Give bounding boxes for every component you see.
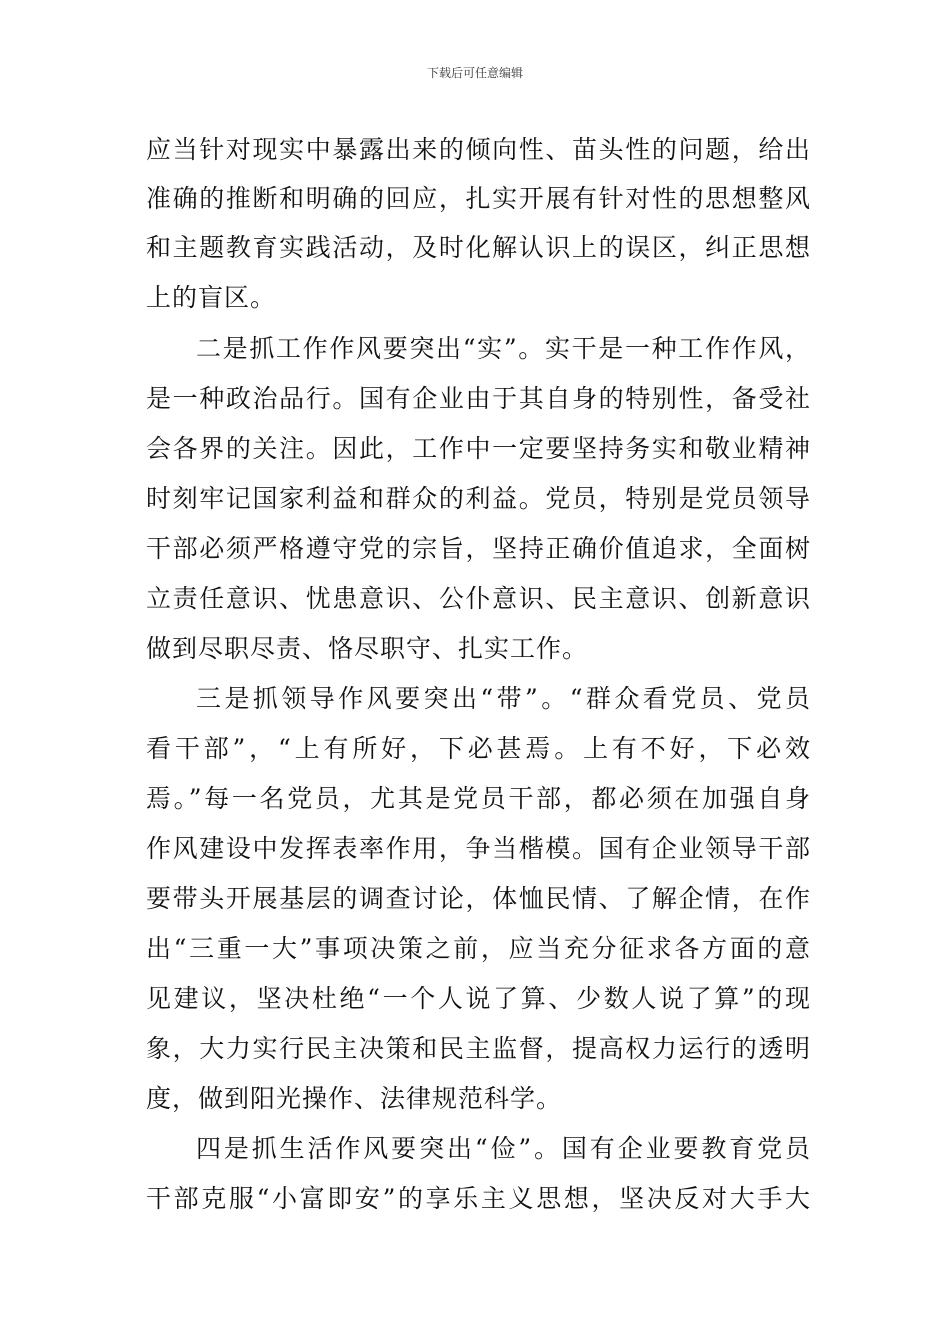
text-line: 要带头开展基层的调查讨论，体恤民情、了解企情，在作 bbox=[146, 884, 811, 913]
text-line: 看干部”，“上有所好，下必甚焉。上有不好，下必效 bbox=[146, 734, 811, 763]
text-line: 应当针对现实中暴露出来的倾向性、苗头性的问题，给出 bbox=[146, 135, 811, 164]
text-line: 度，做到阳光操作、法律规范科学。 bbox=[146, 1084, 563, 1113]
text-line: 上的盲区。 bbox=[146, 283, 277, 312]
text-line: 干部必须严格遵守党的宗旨，坚持正确价值追求，全面树 bbox=[146, 534, 811, 563]
text-line: 立责任意识、忧患意识、公仆意识、民主意识、创新意识 bbox=[146, 584, 811, 613]
text-line: 是一种政治品行。国有企业由于其自身的特别性，备受社 bbox=[146, 384, 811, 413]
text-line: 二是抓工作作风要突出“实”。实干是一种工作作风， bbox=[196, 334, 811, 363]
text-line: 干部克服“小富即安”的享乐主义思想，坚决反对大手大 bbox=[146, 1184, 811, 1213]
text-line: 出“三重一大”事项决策之前，应当充分征求各方面的意 bbox=[146, 934, 811, 963]
text-line: 和主题教育实践活动，及时化解认识上的误区，纠正思想 bbox=[146, 233, 811, 262]
text-line: 作风建设中发挥表率作用，争当楷模。国有企业领导干部 bbox=[146, 834, 811, 863]
text-line: 准确的推断和明确的回应，扎实开展有针对性的思想整风 bbox=[146, 184, 811, 213]
text-line: 时刻牢记国家利益和群众的利益。党员，特别是党员领导 bbox=[146, 484, 811, 513]
text-line: 做到尽职尽责、恪尽职守、扎实工作。 bbox=[146, 634, 589, 663]
text-line: 见建议，坚决杜绝“一个人说了算、少数人说了算”的现 bbox=[146, 984, 811, 1013]
text-line: 三是抓领导作风要突出“带”。“群众看党员、党员 bbox=[196, 684, 811, 713]
text-line: 焉。”每一名党员，尤其是党员干部，都必须在加强自身 bbox=[146, 784, 811, 813]
text-line: 会各界的关注。因此，工作中一定要坚持务实和敬业精神 bbox=[146, 434, 811, 463]
text-line: 象，大力实行民主决策和民主监督，提高权力运行的透明 bbox=[146, 1034, 811, 1063]
page-header: 下载后可任意编辑 bbox=[426, 66, 523, 80]
text-line: 四是抓生活作风要突出“俭”。国有企业要教育党员 bbox=[196, 1134, 811, 1163]
